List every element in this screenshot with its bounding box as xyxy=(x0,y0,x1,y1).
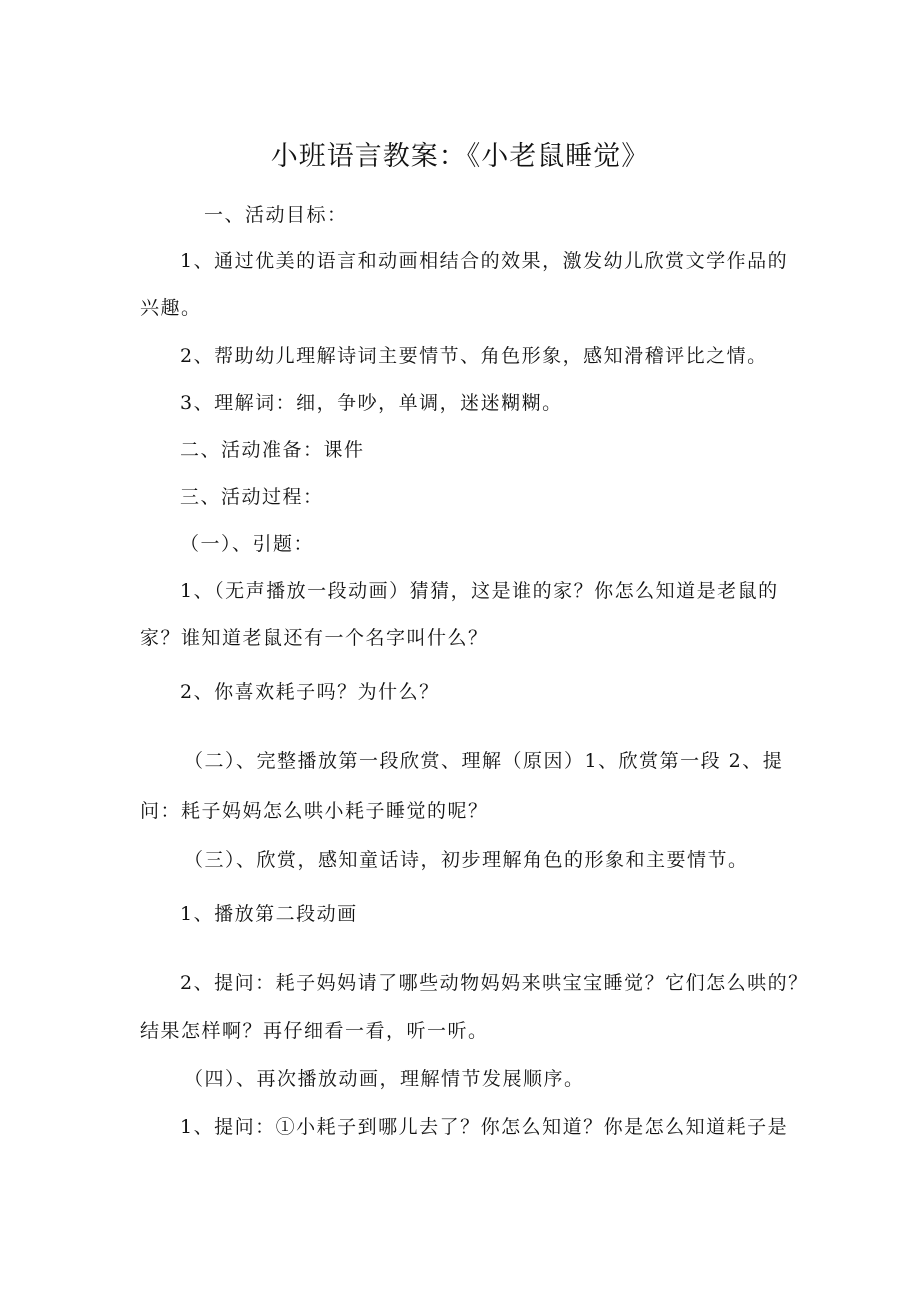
paragraph-line: 兴趣。 xyxy=(140,297,202,319)
paragraph-line: 家？谁知道老鼠还有一个名字叫什么？ xyxy=(140,627,489,649)
paragraph-line: （三）、欣赏，感知童话诗，初步理解角色的形象和主要情节。 xyxy=(184,849,749,871)
paragraph-line: 三、活动过程： xyxy=(180,486,324,508)
paragraph-line: 3、理解词：细，争吵，单调，迷迷糊糊。 xyxy=(180,392,563,414)
paragraph-line: 结果怎样啊？再仔细看一看，听一听。 xyxy=(140,1020,489,1042)
page-title: 小班语言教案：《小老鼠睡觉》 xyxy=(270,141,650,172)
paragraph-line: 1、（无声播放一段动画）猜猜，这是谁的家？你怎么知道是老鼠的 xyxy=(180,580,779,602)
paragraph-line: 2、帮助幼儿理解诗词主要情节、角色形象，感知滑稽评比之情。 xyxy=(180,345,768,367)
paragraph-line: （二）、完整播放第一段欣赏、理解（原因）1、欣赏第一段 2、提 xyxy=(184,750,784,772)
paragraph-line: 2、你喜欢耗子吗？为什么？ xyxy=(180,681,440,703)
paragraph-line: 1、提问：①小耗子到哪儿去了？你怎么知道？你是怎么知道耗子是 xyxy=(180,1116,789,1138)
paragraph-line: （一）、引题： xyxy=(180,533,315,555)
paragraph-line: 1、通过优美的语言和动画相结合的效果，激发幼儿欣赏文学作品的 xyxy=(180,250,789,272)
paragraph-line: 一、活动目标： xyxy=(204,204,348,226)
paragraph-line: 1、播放第二段动画 xyxy=(180,903,358,925)
paragraph-line: 2、提问：耗子妈妈请了哪些动物妈妈来哄宝宝睡觉？它们怎么哄的？ xyxy=(180,972,809,994)
paragraph-line: 问：耗子妈妈怎么哄小耗子睡觉的呢？ xyxy=(140,800,489,822)
paragraph-line: 二、活动准备：课件 xyxy=(180,439,365,461)
paragraph-line: （四）、再次播放动画，理解情节发展顺序。 xyxy=(184,1068,585,1090)
